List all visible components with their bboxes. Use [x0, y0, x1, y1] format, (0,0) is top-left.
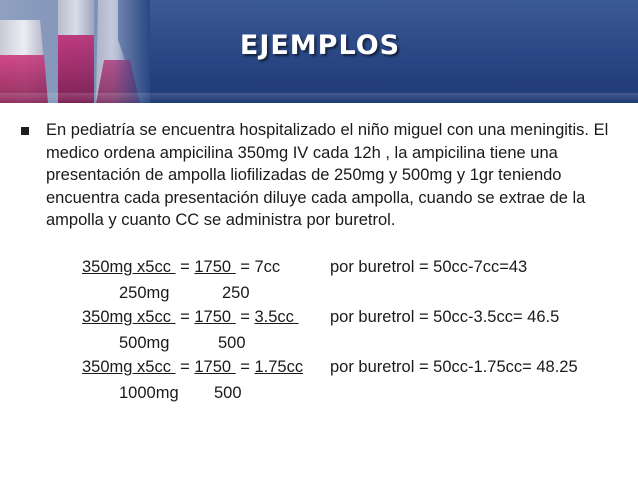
calc2-buretrol: por buretrol = 50cc-3.5cc= 46.5 — [330, 308, 560, 326]
calc2-denominator: 500mg — [119, 334, 170, 352]
bullet-square-icon — [21, 127, 29, 135]
calc3-equals: = — [175, 358, 195, 376]
calc2-equals: = — [175, 308, 195, 326]
calc3-result: 1.75cc — [254, 358, 304, 376]
problem-statement: En pediatría se encuentra hospitalizado el niño miguel con una meningitis. El medico ordena ampicilina 350mg IV cada 12h , la ampicilina tiene una presentación de ampolla liofilizadas de 250mg y 500mg y 1gr teniendo encuentra cada presentación diluye cada ampolla, cuando se extrae de la ampolla y cuanto CC se administra por buretrol. — [46, 121, 609, 229]
title-banner — [0, 0, 638, 103]
calc3-equals-2: = — [235, 358, 255, 376]
calc-row-2 — [82, 307, 299, 327]
calc2-product: 1750 — [194, 308, 236, 326]
calc3-product: 1750 — [194, 358, 236, 376]
calc-row-3 — [82, 357, 303, 377]
calc1-denominator-2: 250 — [222, 284, 250, 302]
calc3-denominator: 1000mg — [119, 384, 179, 402]
calc1-product: 1750 — [194, 258, 236, 276]
calc3-numerator: 350mg x5cc — [82, 358, 176, 376]
calc3-denominator-2: 500 — [214, 384, 242, 402]
calc3-buretrol: por buretrol = 50cc-1.75cc= 48.25 — [330, 358, 578, 376]
calc-row-1 — [82, 257, 280, 277]
calc2-denominator-2: 500 — [218, 334, 246, 352]
calc2-result: 3.5cc — [254, 308, 299, 326]
slide-title: EJEMPLOS — [239, 30, 401, 61]
calc1-denominator: 250mg — [119, 284, 170, 302]
calc1-result: = 7cc — [235, 258, 281, 276]
calc2-numerator: 350mg x5cc — [82, 308, 176, 326]
flask-photo-icon — [0, 0, 150, 103]
calc1-numerator: 350mg x5cc — [82, 258, 176, 276]
calc1-equals: = — [175, 258, 195, 276]
calc1-buretrol: por buretrol = 50cc-7cc=43 — [330, 258, 528, 276]
calc2-equals-2: = — [235, 308, 255, 326]
